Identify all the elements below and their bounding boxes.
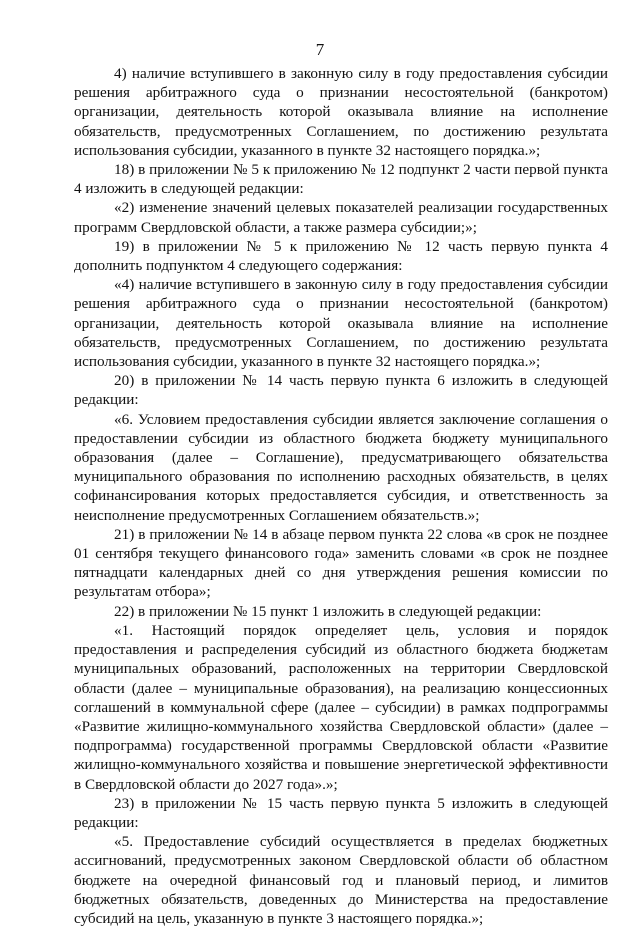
paragraph: 20) в приложении № 14 часть первую пункта 6 изложить в следующей редакции: [74, 372, 608, 409]
page-number: 7 [315, 40, 325, 59]
paragraph: 4) наличие вступившего в законную силу в году предоставления субсидии решения арбитражного суда о признании несостоятельной (банкротом) организации, деятельность которой оказывала влияние на исполнение обязательств, предусмотренных Соглашением, по достижению результата использования субсидии, указанного в пункте 32 настоящего порядка.»; [74, 65, 608, 159]
paragraph: «5. Предоставление субсидий осуществляется в пределах бюджетных ассигнований, предусмотренных законом Свердловской области об областном бюджете на очередной финансовый год и плановый период, и лимитов бюджетных обязательств, доведенных до Министерства на предоставление субсидий на цель, указанную в пункте 3 настоящего порядка.»; [74, 833, 608, 927]
paragraph: 22) в приложении № 15 пункт 1 изложить в следующей редакции: [114, 602, 542, 620]
paragraph: «6. Условием предоставления субсидии является заключение соглашения о предоставлении субсидии из областного бюджета бюджету муниципального образования (далее – Соглашение), предусматривающего обязательства муниципального образования по исполнению расходных обязательств, в целях софинансирования которых предоставляется субсидия, и ответственность за неисполнение предусмотренных Соглашением обязательств.»; [74, 410, 608, 524]
paragraph: 23) в приложении № 15 часть первую пункта 5 изложить в следующей редакции: [74, 794, 608, 831]
paragraph: «2) изменение значений целевых показателей реализации государственных программ Свердловской области, а также размера субсидии;»; [74, 199, 608, 236]
paragraph: «1. Настоящий порядок определяет цель, условия и порядок предоставления и распределения субсидий из областного бюджета бюджетам муниципальных образований, расположенных на территории Свердловской области (далее – муниципальные образования), на реализацию концессионных соглашений в коммунальной сфере (далее – субсидии) в рамках подпрограммы «Развитие жилищно-коммунального хозяйства Свердловской области» (далее – подпрограмма) государственной программы Свердловской области «Развитие жилищно-коммунального хозяйства и повышение энергетической эффективности в Свердловской области до 2027 года».»; [74, 621, 608, 793]
paragraph: 18) в приложении № 5 к приложению № 12 подпункт 2 части первой пункта 4 изложить в следующей редакции: [74, 161, 608, 198]
paragraph: 19) в приложении № 5 к приложению № 12 часть первую пункта 4 дополнить подпунктом 4 следующего содержания: [74, 237, 608, 275]
paragraph: 21) в приложении № 14 в абзаце первом пункта 22 слова «в срок не позднее 01 сентября текущего финансового года» заменить словами «в срок не позднее пятнадцати календарных дней со дня утверждения решения комиссии по результатам отбора»; [74, 525, 608, 601]
paragraph: «4) наличие вступившего в законную силу в году предоставления субсидии решения арбитражного суда о признании несостоятельной (банкротом) организации, деятельность которой оказывала влияние на исполнение обязательств, предусмотренных Соглашением, по достижению результата использования субсидии, указанного в пункте 32 настоящего порядка.»; [74, 276, 608, 371]
document-body [74, 64, 608, 928]
